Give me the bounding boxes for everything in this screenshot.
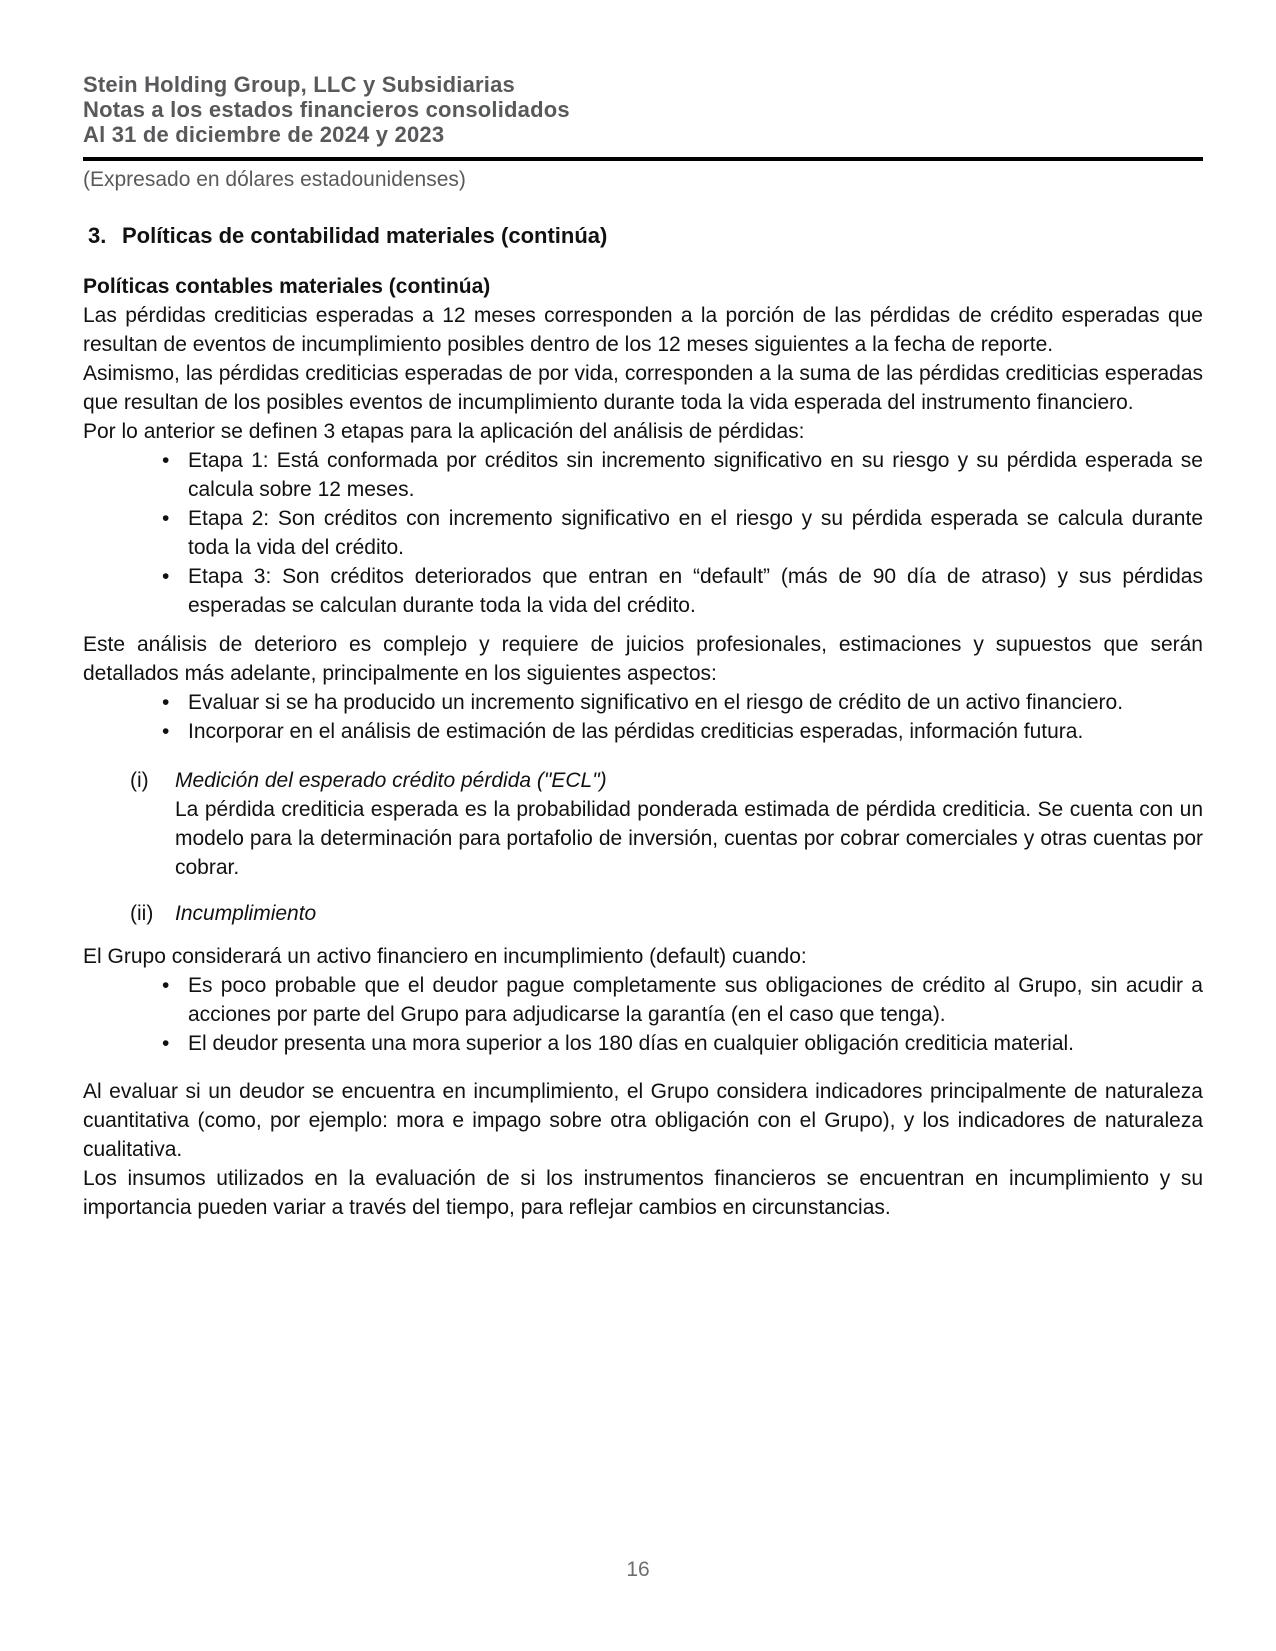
paragraph: Las pérdidas crediticias esperadas a 12 meses corresponden a la porción de las pérdidas de crédito esperadas que resultan de eventos de incumplimiento posibles dentro de los 12 meses siguientes a la fecha de reporte. — [83, 304, 1203, 356]
document-title: Notas a los estados financieros consolidados — [83, 97, 570, 122]
list-item — [162, 1029, 1203, 1058]
section-number: 3. — [88, 223, 107, 248]
list-item — [162, 446, 1203, 504]
numbered-item-i — [130, 766, 1203, 882]
paragraph: Al evaluar si un deudor se encuentra en incumplimiento, el Grupo considera indicadores principalmente de naturaleza cuantitativa (como, por ejemplo: mora e impago sobre otra obligación con el Grupo), y los indicadores de naturaleza cualitativa. — [83, 1080, 1203, 1161]
section-body — [83, 272, 1203, 1222]
list-item — [162, 688, 1203, 717]
item-body — [175, 766, 1203, 882]
paragraph: Por lo anterior se definen 3 etapas para la aplicación del análisis de pérdidas: — [83, 420, 805, 443]
item-label: (ii) — [130, 902, 154, 925]
paragraph: La pérdida crediticia esperada es la probabilidad ponderada estimada de pérdida crediticia. Se cuenta con un modelo para la determinación para portafolio de inversión, cuentas por cobrar comerciales y otras cuentas por cobrar. — [175, 798, 1203, 879]
paragraph: Los insumos utilizados en la evaluación de si los instrumentos financieros se encuentran en incumplimiento y su importancia pueden variar a través del tiempo, para reflejar cambios en circunstancias. — [83, 1167, 1203, 1219]
stage-bullet-list — [83, 446, 1203, 620]
item-heading: Incumplimiento — [175, 902, 317, 925]
bullet-icon: • — [162, 507, 170, 530]
paragraph: Este análisis de deterioro es complejo y requiere de juicios profesionales, estimaciones y supuestos que serán detallados más adelante, principalmente en los siguientes aspectos: — [83, 633, 1203, 685]
page-header — [83, 72, 1203, 192]
default-bullet-list — [83, 971, 1203, 1058]
bullet-icon: • — [162, 449, 170, 472]
item-heading: Medición del esperado crédito pérdida ("ECL") — [175, 769, 607, 792]
list-item — [162, 562, 1203, 620]
list-item-text: Etapa 3: Son créditos deteriorados que entran en “default” (más de 90 día de atraso) y sus pérdidas esperadas se calculan durante toda la vida del crédito. — [188, 565, 1203, 617]
list-item-text: Etapa 2: Son créditos con incremento significativo en el riesgo y su pérdida esperada se calcula durante toda la vida del crédito. — [188, 507, 1203, 559]
section-title: Políticas de contabilidad materiales (continúa) — [122, 223, 608, 248]
paragraph: Asimismo, las pérdidas crediticias esperadas de por vida, corresponden a la suma de las pérdidas crediticias esperadas que resultan de los posibles eventos de incumplimiento durante toda la vida esperada del instrumento financiero. — [83, 362, 1203, 414]
bullet-icon: • — [162, 720, 170, 743]
aspect-bullet-list — [83, 688, 1203, 746]
item-label: (i) — [130, 769, 149, 792]
page-content — [83, 72, 1203, 1222]
list-item-text: Es poco probable que el deudor pague completamente sus obligaciones de crédito al Grupo, sin acudir a acciones por parte del Grupo para adjudicarse la garantía (en el caso que tenga). — [188, 974, 1203, 1026]
currency-note: (Expresado en dólares estadounidenses) — [83, 168, 466, 191]
item-body — [175, 899, 1203, 928]
list-item-text: Incorporar en el análisis de estimación de las pérdidas crediticias esperadas, información futura. — [188, 720, 1084, 743]
list-item-text: Etapa 1: Está conformada por créditos sin incremento significativo en su riesgo y su pérdida esperada se calcula sobre 12 meses. — [188, 449, 1203, 501]
list-item — [162, 717, 1203, 746]
section-heading — [83, 223, 1203, 249]
company-name: Stein Holding Group, LLC y Subsidiarias — [83, 72, 515, 97]
list-item — [162, 971, 1203, 1029]
bullet-icon: • — [162, 974, 170, 997]
bullet-icon: • — [162, 1032, 170, 1055]
header-divider — [83, 157, 1203, 161]
numbered-item-ii — [130, 899, 1203, 928]
list-item-text: El deudor presenta una mora superior a los 180 días en cualquier obligación crediticia material. — [188, 1032, 1075, 1055]
bullet-icon: • — [162, 565, 170, 588]
list-item — [162, 504, 1203, 562]
list-item-text: Evaluar si se ha producido un incremento significativo en el riesgo de crédito de un activo financiero. — [188, 691, 1124, 714]
paragraph: El Grupo considerará un activo financiero en incumplimiento (default) cuando: — [83, 945, 807, 968]
subsection-heading: Políticas contables materiales (continúa) — [83, 275, 491, 298]
bullet-icon: • — [162, 691, 170, 714]
document-date: Al 31 de diciembre de 2024 y 2023 — [83, 122, 445, 147]
page-number: 16 — [626, 1558, 650, 1581]
